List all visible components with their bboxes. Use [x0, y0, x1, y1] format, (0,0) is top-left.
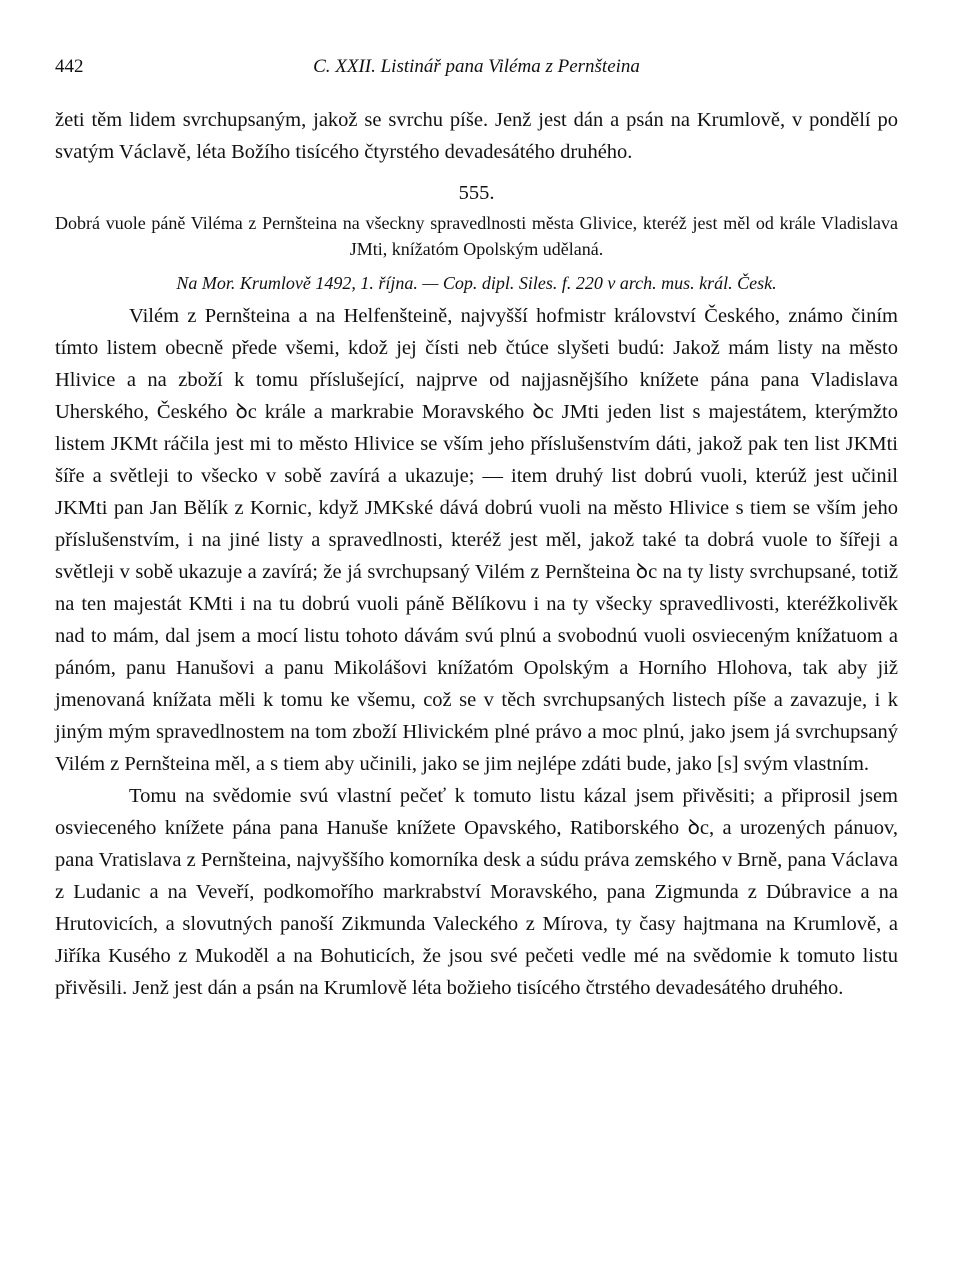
book-page: [55, 56, 898, 1004]
preceding-text: žeti těm lidem svrchupsaným, jakož se svrchu píše. Jenž jest dán a psán na Krumlově, v pondělí po svatým Václavě, léta Božího tisícého čtyrstého devadesátého druhého.: [55, 109, 898, 163]
document-paragraph: Tomu na svědomie svú vlastní pečeť k tomuto listu kázal jsem přivěsiti; a připrosil jsem osvieceného knížete pána pana Hanuše knížete Opavského, Ratiborského ꝺc, a urozených pánuov, pana Vratislava z Pernšteina, najvyššího komorníka desk a súdu práva zemského v Brně, pana Václava z Ludanic a na Veveří, podkomořího markrabství Moravského, pana Zigmunda z Dúbravice a na Hrutovicích, a slovutných panoší Zikmunda Valeckého z Mírova, ty časy hajtmana na Krumlově, a Jiříka Kusého z Mukoděl a na Bohuticích, že jsou své pečeti vedle mé na svědomie k tomuto listu přivěsili. Jenž jest dán a psán na Krumlově léta božieho tisícého čtrstého devadesátého druhého.: [55, 785, 898, 999]
document-regest: Dobrá vuole páně Viléma z Pernšteina na všeckny spravedlnosti města Glivice, kteréž jest měl od krále Vladislava JMti, knížatóm Opolským udělaná.: [55, 213, 898, 259]
document-number: 555.: [458, 182, 495, 204]
running-header: [55, 56, 898, 84]
document-paragraph: Vilém z Pernšteina a na Helfenšteině, najvyšší hofmistr království Českého, známo činím tímto listem obecně přede všemi, kdož jej čísti neb čtúce slyšeti budú: Jakož mám listy na město Hlivice a na zboží k tomu příslušející, najprve od najjasnějšího knížete pána pana Vladislava Uherského, Českého ꝺc krále a markrabie Moravského ꝺc JMti jeden list s majestátem, kterýmžto listem JKMt ráčila jest mi to město Hlivice se vším jeho příslušenstvím dáti, jakož pak ten list JKMti šíře a světleji to všecko v sobě zavírá a ukazuje; — item druhý list dobrú vuoli, kterúž jest učinil JKMti pan Jan Bělík z Kornic, když JMKské dává dobrú vuoli na město Hlivice s tiem se vším jeho příslušenstvím, i na jiné listy a spravedlnosti, kteréž jest měl, jakož také ta dobrá vuole to šířeji a světleji v sobě ukazuje a zavírá; že já svrchupsaný Vilém z Pernšteina ꝺc na ty listy svrchupsané, totiž na ten majestát KMti i na tu dobrú vuoli páně Bělíkovu i na ty všecky spravedlivosti, kteréžkolivěk nad to mám, dal jsem a mocí listu tohoto dávám svú plnú a svobodnú vuoli osvieceným knížatuom a pánóm, panu Hanušovi a panu Mikolášovi knížatóm Opolským a Horního Hlohova, tak aby již jmenovaná knížata měli k tomu ke všemu, což se v těch svrchupsaných listech píše a zavazuje, i k jiným mým spravedlnostem na tom zboží Hlivickém plné právo a moc plnú, jako jsem já svrchupsaný Vilém z Pernšteina měl, a s tiem aby učinili, jako se jim nejlépe zdáti bude, jako [s] svým vlastním.: [55, 305, 898, 775]
page-number: 442: [55, 56, 84, 77]
document-dating: Na Mor. Krumlově 1492, 1. října. — Cop. dipl. Siles. f. 220 v arch. mus. král. Česk.: [176, 273, 777, 293]
running-title: C. XXII. Listinář pana Viléma z Pernšteina: [313, 56, 640, 77]
